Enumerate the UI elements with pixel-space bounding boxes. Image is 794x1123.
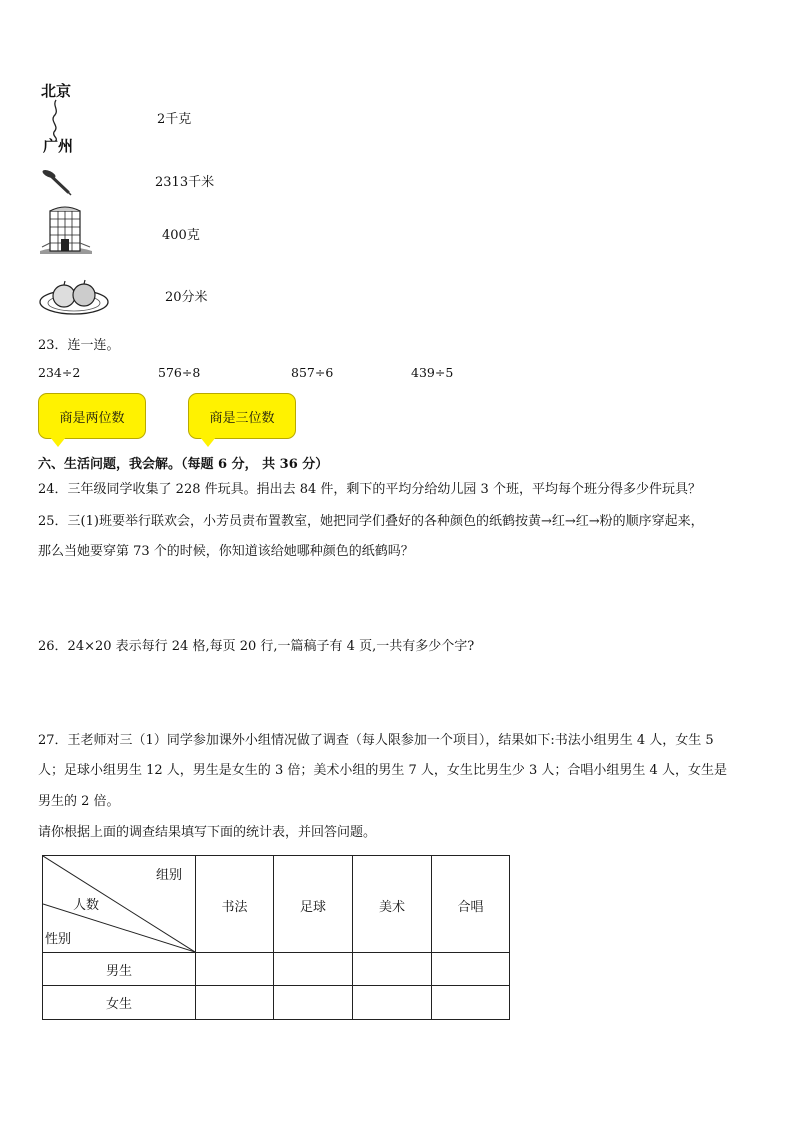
- bubble-two-digit: 商是两位数: [38, 393, 146, 439]
- value-20dm: 20分米: [165, 290, 208, 305]
- question-25-line2: 那么当她要穿第 73 个的时候，你知道该给她哪种颜色的纸鹤吗？: [38, 544, 414, 559]
- table-cell[interactable]: [353, 953, 432, 986]
- section-heading: 六、生活问题，我会解。（每题 6 分， 共 36 分）: [38, 457, 329, 472]
- map-label-beijing: 北京: [41, 82, 72, 100]
- table-row: [43, 953, 510, 986]
- expression-4: 439÷5: [411, 365, 454, 380]
- table-cell[interactable]: [353, 986, 432, 1020]
- survey-table: [42, 855, 510, 1020]
- table-cell[interactable]: [196, 986, 274, 1020]
- question-27-line1: 27．王老师对三（1）同学参加课外小组情况做了调查（每人限参加一个项目），结果如下:书法小组男生 4 人，女生 5: [38, 733, 714, 748]
- column-header-calligraphy: 书法: [196, 856, 274, 953]
- table-cell[interactable]: [432, 953, 510, 986]
- question-25-line1: 25．三(1)班要举行联欢会，小芳员责布置教室，她把同学们叠好的各种颜色的纸鹤按黄→红→红→粉的顺序穿起来，: [38, 514, 704, 529]
- bubble-tail: [200, 437, 216, 447]
- corner-label-group: 组别: [156, 868, 183, 883]
- expression-1: 234÷2: [38, 365, 81, 380]
- value-2kg: 2千克: [157, 112, 192, 127]
- column-header-art: 美术: [353, 856, 432, 953]
- table-cell[interactable]: [196, 953, 274, 986]
- column-header-football: 足球: [274, 856, 353, 953]
- value-400g: 400克: [162, 228, 200, 243]
- question-24: 24．三年级同学收集了 228 件玩具。捐出去 84 件，剩下的平均分给幼儿园 3 个班，平均每个班分得多少件玩具？: [38, 482, 701, 497]
- corner-label-gender: 性别: [45, 932, 72, 947]
- table-cell[interactable]: [274, 953, 353, 986]
- column-header-choir: 合唱: [432, 856, 510, 953]
- row-label-girls: 女生: [43, 986, 196, 1020]
- question-27-instruction: 请你根据上面的调查结果填写下面的统计表，并回答问题。: [38, 825, 377, 840]
- table-row: [43, 986, 510, 1020]
- row-label-boys: 男生: [43, 953, 196, 986]
- bubble-tail: [50, 437, 66, 447]
- expression-2: 576÷8: [158, 365, 201, 380]
- table-corner-header: [43, 856, 196, 953]
- corner-label-count: 人数: [73, 898, 100, 913]
- building-icon: [38, 203, 94, 255]
- fruit-plate-icon: [38, 276, 110, 316]
- table-cell[interactable]: [432, 986, 510, 1020]
- map-label-guangzhou: 广州: [43, 137, 74, 155]
- question-27-line2: 人；足球小组男生 12 人，男生是女生的 3 倍；美术小组的男生 7 人，女生比男生少 3 人；合唱小组男生 4 人，女生是: [38, 763, 727, 778]
- nail-icon: [40, 166, 76, 196]
- bubble-three-digit: 商是三位数: [188, 393, 296, 439]
- q23-title: 23．连一连。: [38, 338, 120, 353]
- table-cell[interactable]: [274, 986, 353, 1020]
- question-27-line3: 男生的 2 倍。: [38, 794, 120, 809]
- question-26: 26．24×20 表示每行 24 格,每页 20 行,一篇稿子有 4 页,一共有多少个字?: [38, 639, 475, 654]
- beijing-guangzhou-map-icon: [40, 80, 84, 156]
- value-2313km: 2313千米: [155, 175, 215, 190]
- expression-3: 857÷6: [291, 365, 334, 380]
